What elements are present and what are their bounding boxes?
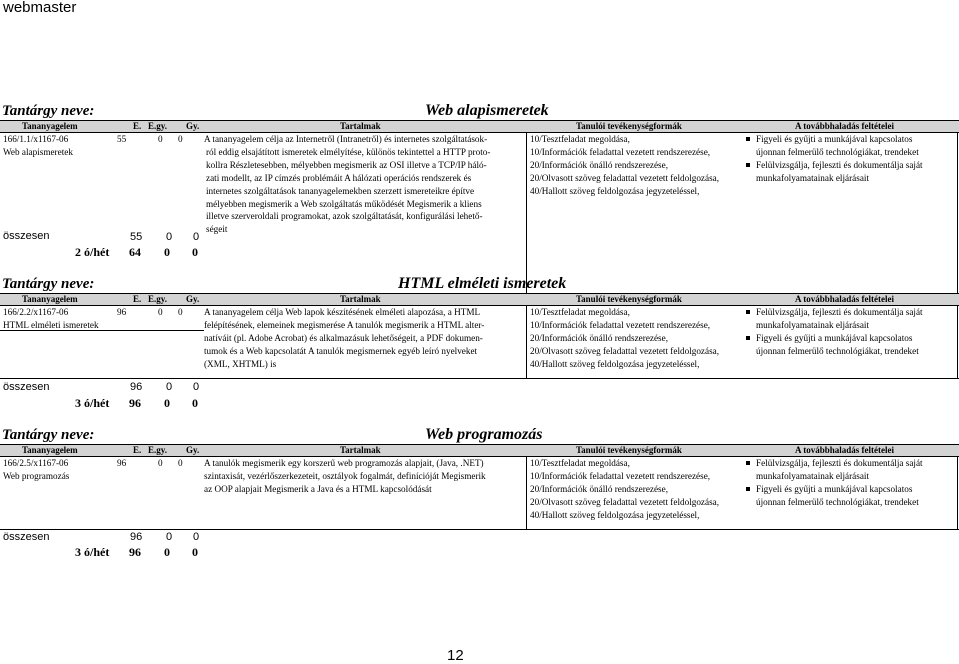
subject-name: Web programozás — [425, 426, 543, 443]
condition-item — [745, 332, 923, 358]
conditions-cell — [745, 306, 923, 358]
element-cell — [3, 306, 99, 332]
activity-line: 10/Tesztfeladat megoldása, — [530, 134, 630, 144]
condition-item — [745, 159, 923, 185]
total-gy: 0 — [193, 381, 200, 393]
weekly-e: 64 — [129, 245, 141, 259]
total-egy: 0 — [166, 531, 173, 543]
divider — [526, 305, 527, 378]
subject-name: Web alapismeretek — [425, 102, 549, 119]
content-line: illetve szerveroldali programokat, azok szolgáltatását, konfigurálási lehető- — [206, 211, 483, 222]
content-cell — [204, 133, 526, 236]
subject-block-web-alapismeretek — [0, 100, 959, 259]
weekly-gy: 0 — [192, 545, 198, 559]
col-tananyagelem: Tananyagelem — [22, 121, 78, 131]
weekly-egy: 0 — [164, 245, 170, 259]
total-gy: 0 — [193, 531, 200, 543]
table-row — [0, 457, 959, 527]
activity-line: 20/Olvasott szöveg feladattal vezetett feldolgozása, — [530, 345, 720, 356]
page-number: 12 — [447, 647, 464, 664]
col-egy: E.gy. — [148, 294, 168, 304]
total-e: 96 — [130, 531, 143, 543]
activity-line: 10/Tesztfeladat megoldása, — [530, 307, 630, 317]
col-gy: Gy. — [186, 294, 200, 304]
table-row — [0, 133, 959, 243]
weekly-e: 96 — [129, 396, 141, 410]
content-line: (XML, XHTML) is — [204, 358, 277, 369]
weekly-label: 3 ó/hét — [75, 545, 110, 559]
weekly-e: 96 — [129, 545, 141, 559]
content-line: zati modellt, az IP címzés problémáit A hálózati operációs rendszerek és — [206, 172, 472, 183]
condition-line: Felülvizsgálja, fejleszti és dokumentálja saját — [756, 307, 923, 317]
col-e: E. — [133, 445, 142, 455]
condition-item — [745, 483, 923, 509]
condition-line: újonnan felmerülő technológiákat, trendeket — [756, 496, 919, 507]
col-gy: Gy. — [186, 121, 200, 131]
subject-block-html-elmeleti — [0, 273, 959, 410]
element-cell — [3, 133, 73, 159]
subject-title-row — [0, 424, 959, 445]
activity-line: 20/Olvasott szöveg feladattal vezetett feldolgozása, — [530, 172, 720, 183]
element-code: 166/1.1/x1167-06 — [3, 134, 69, 144]
condition-line: munkafolyamatainak eljárásait — [756, 172, 870, 183]
condition-line: Figyeli és gyűjti a munkájával kapcsolatos — [756, 483, 913, 494]
total-label: összesen — [3, 531, 50, 543]
divider — [957, 305, 958, 378]
total-label: összesen — [3, 381, 50, 393]
col-e: E. — [133, 294, 142, 304]
col-tananyagelem: Tananyagelem — [22, 445, 78, 455]
element-name: Web programozás — [3, 470, 70, 481]
activities-cell — [530, 133, 719, 198]
col-tananyagelem: Tananyagelem — [22, 294, 78, 304]
total-e: 96 — [130, 381, 143, 393]
activity-line: 10/Tesztfeladat megoldása, — [530, 458, 630, 468]
content-line: az OOP alapjait Megismerik a Java és a HTML kapcsolódását — [204, 483, 432, 494]
conditions-cell — [745, 133, 923, 185]
condition-line: munkafolyamatainak eljárásait — [756, 470, 870, 481]
col-tovabb: A továbbhaladás feltételei — [795, 445, 894, 455]
content-cell — [204, 306, 526, 371]
condition-line: újonnan felmerülő technológiákat, trendeket — [756, 146, 919, 157]
col-tanuloi: Tanulói tevékenységformák — [576, 121, 682, 131]
content-line: tumok és a Web kapcsolatát A tanulók megismernek egyéb leíró nyelveket — [204, 345, 478, 356]
activity-line: 40/Hallott szöveg feldolgozása jegyzeteléssel, — [530, 185, 700, 196]
element-name: HTML elméleti ismeretek — [3, 319, 99, 330]
activity-line: 10/Információk feladattal vezetett rendszerezése, — [530, 319, 711, 330]
weekly-label: 3 ó/hét — [75, 396, 110, 410]
content-line: natíváit (pl. Adobe Acrobat) és alkalmazásuk lehetőségeit, a PDF dokumen- — [204, 332, 483, 343]
table-header — [0, 445, 959, 457]
content-line: ról eddig elsajátított ismeretek elmélyítése, különös tekintettel a HTTP proto- — [206, 146, 491, 157]
element-code: 166/2.5/x1167-06 — [3, 458, 69, 468]
hours-e: 55 — [117, 134, 127, 144]
weekly-gy: 0 — [192, 396, 198, 410]
total-egy: 0 — [166, 231, 173, 243]
element-cell — [3, 457, 69, 483]
col-tovabb: A továbbhaladás feltételei — [795, 294, 894, 304]
col-tartalmak: Tartalmak — [340, 445, 381, 455]
divider — [0, 378, 959, 379]
total-egy: 0 — [166, 381, 173, 393]
condition-line: munkafolyamatainak eljárásait — [756, 319, 870, 330]
condition-item — [745, 133, 923, 159]
content-line: felépítésének, elemeinek megismerése A tanulók megismerik a HTML alter- — [204, 319, 485, 330]
col-tanuloi: Tanulói tevékenységformák — [576, 294, 682, 304]
subject-label: Tantárgy neve: — [2, 276, 95, 292]
activities-cell — [530, 457, 719, 522]
subject-label: Tantárgy neve: — [2, 427, 95, 443]
content-line: ségeit — [206, 224, 228, 235]
weekly-egy: 0 — [164, 396, 170, 410]
subject-name: HTML elméleti ismeretek — [398, 275, 567, 292]
col-e: E. — [133, 121, 142, 131]
divider — [957, 456, 958, 529]
weekly-gy: 0 — [192, 245, 198, 259]
page-header-label: webmaster — [3, 0, 77, 16]
total-label: összesen — [3, 230, 50, 242]
table-header — [0, 294, 959, 306]
condition-line: újonnan felmerülő technológiákat, trendeket — [756, 345, 919, 356]
hours-egy: 0 — [158, 134, 163, 144]
table-row — [0, 306, 959, 376]
condition-line: Figyeli és gyűjti a munkájával kapcsolatos — [756, 332, 913, 343]
hours-gy: 0 — [178, 307, 183, 317]
content-line: internetes szolgáltatások tananyagelemekben szerzett ismereteikre építve — [206, 185, 475, 196]
condition-item — [745, 457, 923, 483]
activity-line: 20/Olvasott szöveg feladattal vezetett feldolgozása, — [530, 496, 720, 507]
element-name: Web alapismeretek — [3, 146, 73, 157]
hours-egy: 0 — [158, 307, 163, 317]
subject-title-row — [0, 100, 959, 121]
subject-title-row — [0, 273, 959, 294]
col-tartalmak: Tartalmak — [340, 294, 381, 304]
condition-item — [745, 306, 923, 332]
content-line: szintaxisát, vezérlőszerkezeteit, osztályok fogalmát, definícióját Megismerik — [204, 470, 486, 481]
activity-line: 20/Információk önálló rendszerezése, — [530, 332, 669, 343]
hours-gy: 0 — [178, 134, 183, 144]
table-header — [0, 121, 959, 133]
activity-line: 20/Információk önálló rendszerezése, — [530, 159, 669, 170]
col-tovabb: A továbbhaladás feltételei — [795, 121, 894, 131]
hours-e: 96 — [117, 458, 127, 468]
col-egy: E.gy. — [148, 445, 168, 455]
content-line: A tananyagelem célja az Internetről (Intranetről) és internetes szolgáltatások- — [204, 134, 488, 144]
col-egy: E.gy. — [148, 121, 168, 131]
activity-line: 10/Információk feladattal vezetett rendszerezése, — [530, 146, 711, 157]
col-tanuloi: Tanulói tevékenységformák — [576, 445, 682, 455]
conditions-cell — [745, 457, 923, 509]
activities-cell — [530, 306, 719, 371]
subject-label: Tantárgy neve: — [2, 103, 95, 119]
content-line: kollra Részletesebben, mélyebben megismerik az OSI illetve a TCP/IP háló- — [206, 159, 487, 170]
hours-egy: 0 — [158, 458, 163, 468]
total-e: 55 — [130, 231, 143, 243]
activity-line: 40/Hallott szöveg feldolgozása jegyzeteléssel, — [530, 509, 700, 520]
col-gy: Gy. — [186, 445, 200, 455]
content-line: A tananyagelem célja Web lapok készítésének elméleti alapozása, a HTML — [204, 307, 481, 317]
weekly-egy: 0 — [164, 545, 170, 559]
condition-line: Figyeli és gyűjti a munkájával kapcsolatos — [756, 134, 913, 144]
weekly-label: 2 ó/hét — [75, 245, 110, 259]
activity-line: 40/Hallott szöveg feldolgozása jegyzeteléssel, — [530, 358, 700, 369]
element-code: 166/2.2/x1167-06 — [3, 307, 69, 317]
content-line: A tanulók megismerik egy korszerű web programozás alapjait, (Java, .NET) — [204, 458, 484, 468]
content-cell — [204, 457, 526, 496]
divider — [526, 456, 527, 529]
hours-gy: 0 — [178, 458, 183, 468]
activity-line: 10/Információk feladattal vezetett rendszerezése, — [530, 470, 711, 481]
hours-e: 96 — [117, 307, 127, 317]
condition-line: Felülvizsgálja, fejleszti és dokumentálja saját — [756, 458, 923, 468]
activity-line: 20/Információk önálló rendszerezése, — [530, 483, 669, 494]
content-line: mélyebben megismerik a Web szolgáltatás működését Megismerik a kliens — [206, 198, 482, 209]
divider — [0, 529, 959, 530]
col-tartalmak: Tartalmak — [340, 121, 381, 131]
subject-block-web-programozas — [0, 424, 959, 559]
total-gy: 0 — [193, 231, 200, 243]
condition-line: Felülvizsgálja, fejleszti és dokumentálja saját — [756, 159, 923, 170]
